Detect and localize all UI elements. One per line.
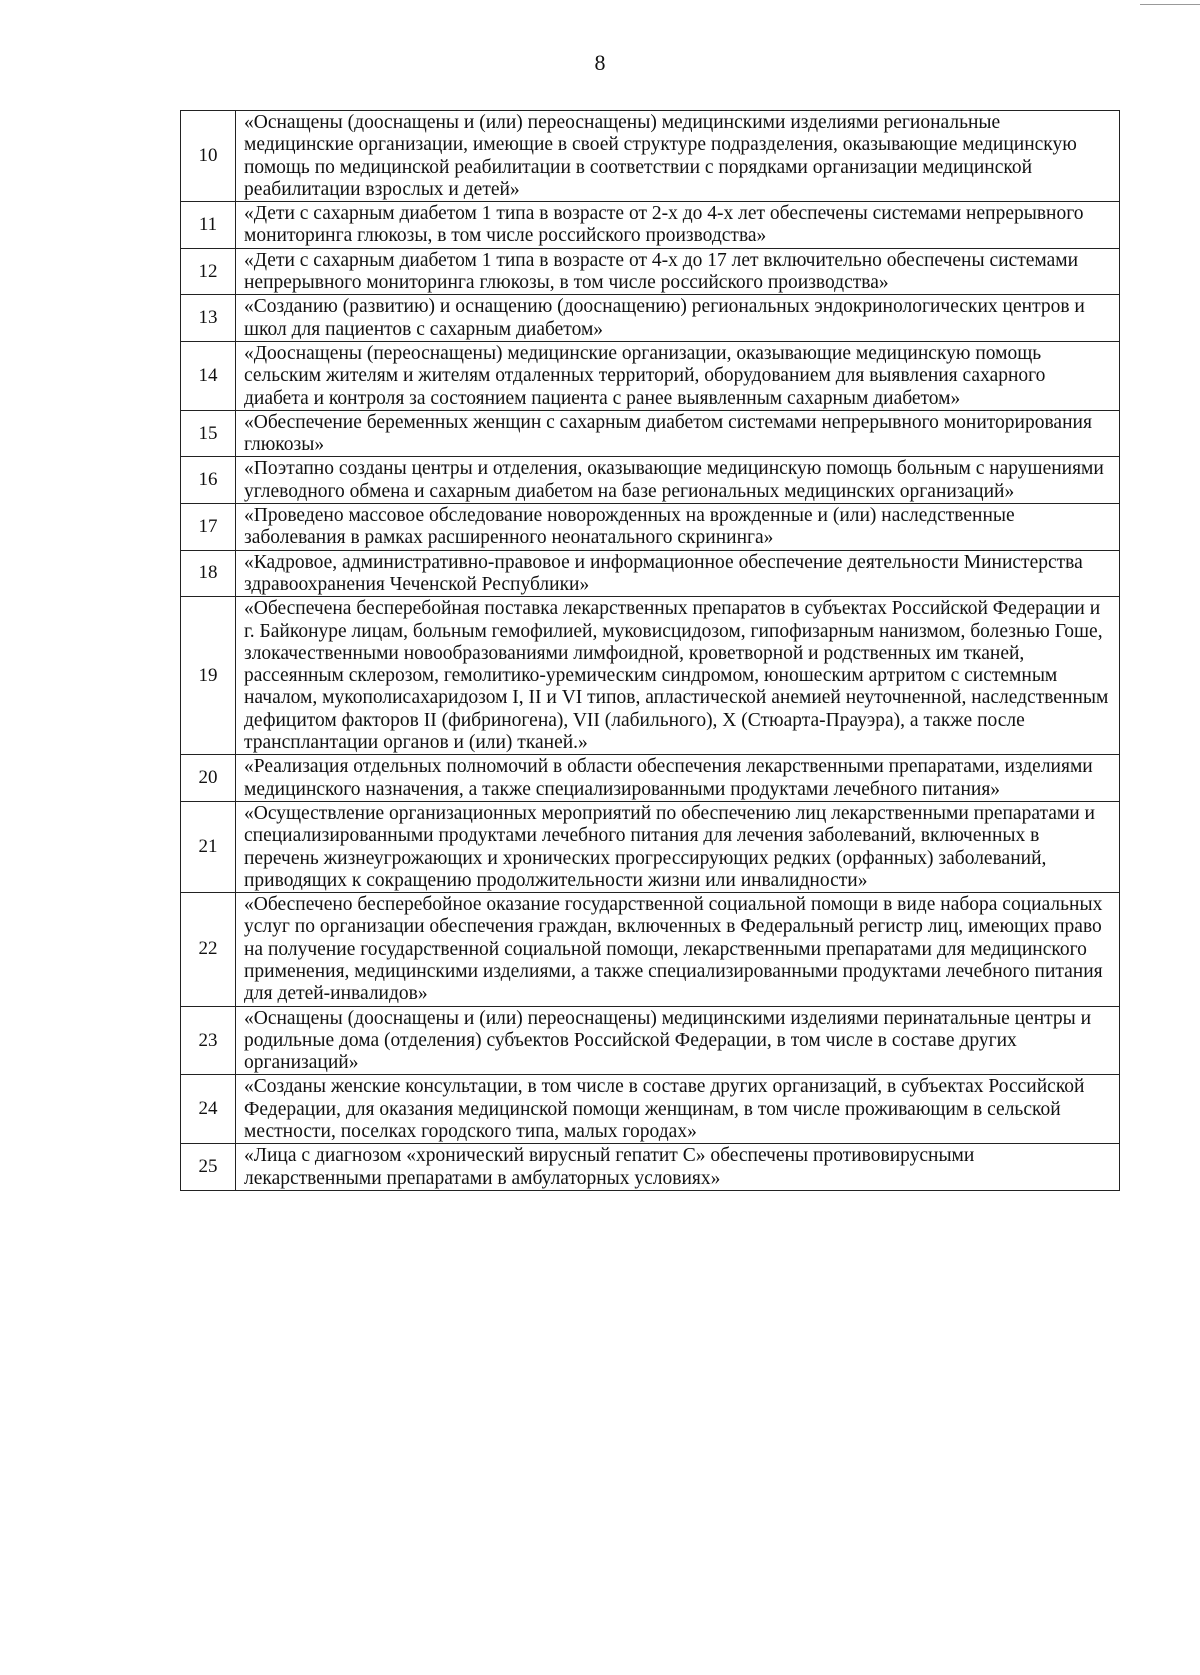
row-number: 13 <box>181 295 236 342</box>
measures-table-container <box>180 110 1120 1191</box>
row-number: 14 <box>181 341 236 410</box>
table-row <box>181 457 1120 504</box>
row-description: «Созданы женские консультации, в том числе в составе других организаций, в субъектах Российской Федерации, для оказания медицинской помощи женщинам, в том числе проживающим в сельской местности, поселках городского типа, малых городах» <box>236 1075 1120 1144</box>
table-row <box>181 202 1120 249</box>
row-description: «Дооснащены (переоснащены) медицинские организации, оказывающие медицинскую помощь сельским жителям и жителям отдаленных территорий, оборудованием для выявления сахарного диабета и контроля за состоянием пациента с ранее выявленным сахарным диабетом» <box>236 341 1120 410</box>
scan-edge-line <box>1140 4 1200 5</box>
measures-table-body <box>181 111 1120 1191</box>
row-description: «Оснащены (дооснащены и (или) переоснащены) медицинскими изделиями региональные медицинские организации, имеющие в своей структуре подразделения, оказывающие медицинскую помощь по медицинской реабилитации в соответствии с порядками организации медицинской реабилитации взрослых и детей» <box>236 111 1120 202</box>
table-row <box>181 295 1120 342</box>
row-number: 11 <box>181 202 236 249</box>
table-row <box>181 801 1120 892</box>
row-number: 10 <box>181 111 236 202</box>
row-number: 22 <box>181 893 236 1006</box>
table-row <box>181 341 1120 410</box>
row-number: 16 <box>181 457 236 504</box>
row-number: 18 <box>181 550 236 597</box>
row-description: «Осуществление организационных мероприятий по обеспечению лиц лекарственными препаратами и специализированными продуктами лечебного питания для лечения заболеваний, включенных в перечень жизнеугрожающих и хронических прогрессирующих редких (орфанных) заболеваний, приводящих к сокращению продолжительности жизни или инвалидности» <box>236 801 1120 892</box>
table-row <box>181 504 1120 551</box>
row-description: «Реализация отдельных полномочий в области обеспечения лекарственными препаратами, изделиями медицинского назначения, а также специализированными продуктами лечебного питания» <box>236 755 1120 802</box>
row-number: 21 <box>181 801 236 892</box>
table-row <box>181 550 1120 597</box>
row-description: «Проведено массовое обследование новорожденных на врожденные и (или) наследственные заболевания в рамках расширенного неонатального скрининга» <box>236 504 1120 551</box>
row-number: 24 <box>181 1075 236 1144</box>
row-number: 20 <box>181 755 236 802</box>
row-number: 23 <box>181 1006 236 1075</box>
row-description: «Созданию (развитию) и оснащению (дооснащению) региональных эндокринологических центров и школ для пациентов с сахарным диабетом» <box>236 295 1120 342</box>
row-description: «Лица с диагнозом «хронический вирусный гепатит С» обеспечены противовирусными лекарственными препаратами в амбулаторных условиях» <box>236 1144 1120 1191</box>
page-number: 8 <box>594 50 606 75</box>
row-description: «Поэтапно созданы центры и отделения, оказывающие медицинскую помощь больным с нарушениями углеводного обмена и сахарным диабетом на базе региональных медицинских организаций» <box>236 457 1120 504</box>
table-row <box>181 1006 1120 1075</box>
table-row <box>181 111 1120 202</box>
measures-table <box>180 110 1120 1191</box>
row-number: 19 <box>181 597 236 755</box>
row-description: «Оснащены (дооснащены и (или) переоснащены) медицинскими изделиями перинатальные центры и родильные дома (отделения) субъектов Российской Федерации, в том числе в составе других организаций» <box>236 1006 1120 1075</box>
row-number: 15 <box>181 410 236 457</box>
row-number: 25 <box>181 1144 236 1191</box>
row-description: «Обеспечено бесперебойное оказание государственной социальной помощи в виде набора социальных услуг по организации обеспечения граждан, включенных в Федеральный регистр лиц, имеющих право на получение государственной социальной помощи, лекарственными препаратами для медицинского применения, медицинскими изделиями, а также специализированными продуктами лечебного питания для детей-инвалидов» <box>236 893 1120 1006</box>
row-description: «Кадровое, административно-правовое и информационное обеспечение деятельности Министерства здравоохранения Чеченской Республики» <box>236 550 1120 597</box>
row-description: «Дети с сахарным диабетом 1 типа в возрасте от 2-х до 4-х лет обеспечены системами непрерывного мониторинга глюкозы, в том числе российского производства» <box>236 202 1120 249</box>
row-description: «Дети с сахарным диабетом 1 типа в возрасте от 4-х до 17 лет включительно обеспечены системами непрерывного мониторинга глюкозы, в том числе российского производства» <box>236 248 1120 295</box>
row-number: 17 <box>181 504 236 551</box>
table-row <box>181 410 1120 457</box>
table-row <box>181 248 1120 295</box>
table-row <box>181 1075 1120 1144</box>
table-row <box>181 893 1120 1006</box>
table-row <box>181 755 1120 802</box>
table-row <box>181 1144 1120 1191</box>
row-number: 12 <box>181 248 236 295</box>
row-description: «Обеспечение беременных женщин с сахарным диабетом системами непрерывного мониторирования глюкозы» <box>236 410 1120 457</box>
table-row <box>181 597 1120 755</box>
row-description: «Обеспечена бесперебойная поставка лекарственных препаратов в субъектах Российской Федерации и г. Байконуре лицам, больным гемофилией, муковисцидозом, гипофизарным нанизмом, болезнью Гоше, злокачественными новообразованиями лимфоидной, кроветворной и родственных им тканей, рассеянным склерозом, гемолитико-уремическим синдромом, юношеским артритом с системным началом, мукополисахаридозом I, II и VI типов, апластической анемией неуточненной, наследственным дефицитом факторов II (фибриногена), VII (лабильного), X (Стюарта-Прауэра), а также после трансплантации органов и (или) тканей.» <box>236 597 1120 755</box>
